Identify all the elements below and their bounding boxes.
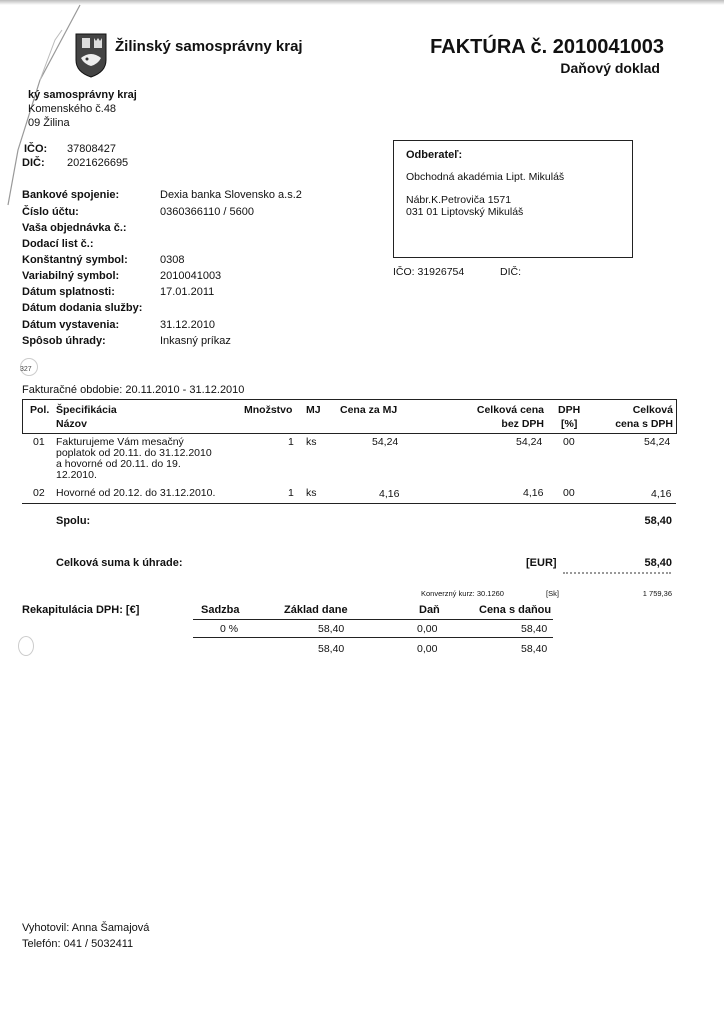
row-unit: ks [306,487,317,499]
detail-value: 2010041003 [160,270,222,282]
row-desc-line: poplatok od 20.11. do 31.12.2010 [56,447,212,459]
tax-document-label: Daňový doklad [560,60,660,76]
detail-label: Dodací list č.: [22,238,94,250]
recap-total-border [193,637,553,638]
organization-name: Žilinský samosprávny kraj [115,38,303,55]
row-price: 54,24 [372,436,399,448]
recap-total-tax: 0,00 [417,643,438,655]
detail-label: Spôsob úhrady: [22,335,106,347]
recap-header-gross: Cena s daňou [479,604,552,616]
total-currency: [EUR] [526,557,557,569]
row-qty: 1 [288,436,294,448]
stamp-number: 327 [20,366,32,373]
row-desc-line: a hovorné od 20.11. do 19. [56,458,181,470]
scan-top-edge [0,0,724,5]
detail-label: Vaša objednávka č.: [22,222,127,234]
col-header-vat2: [%] [561,418,578,430]
sum-value: 58,40 [644,515,672,527]
buyer-name: Obchodná akadémia Lipt. Mikuláš [406,171,565,183]
col-header-spec: Špecifikácia [56,404,117,416]
recap-header-base: Základ dane [284,604,348,616]
detail-label: Dátum vystavenia: [22,319,120,331]
recap-tax: 0,00 [417,623,438,635]
total-value: 58,40 [644,557,672,569]
col-header-pol: Pol. [30,404,50,416]
supplier-dic: 2021626695 [67,157,129,169]
recap-gross: 58,40 [521,623,548,635]
table-left-border [22,399,23,434]
row-desc-line: 12.2010. [56,469,97,481]
buyer-ico: IČO: 31926754 [393,266,465,278]
row-pol: 02 [33,487,45,499]
detail-label: Variabilný symbol: [22,270,120,282]
recap-header-tax: Daň [419,604,440,616]
col-header-gross1: Celková [632,404,673,416]
recap-header-rate: Sadzba [201,604,240,616]
conversion-value: 1 759,36 [642,589,672,598]
conversion-rate: Konverzný kurz: 30.1260 [421,589,504,598]
row-pol: 01 [33,436,45,448]
row-vat: 00 [563,436,575,448]
detail-value: 0308 [160,254,185,266]
row-desc-line: Fakturujeme Vám mesačný [56,436,184,448]
detail-label: Dátum dodania služby: [22,302,143,314]
row-qty: 1 [288,487,294,499]
supplier-name: ký samosprávny kraj [28,89,137,101]
col-header-gross2: cena s DPH [615,418,673,430]
buyer-city: 031 01 Liptovský Mikuláš [406,206,524,218]
total-label: Celková suma k úhrade: [56,557,183,569]
supplier-ico-label: IČO: [24,143,48,155]
recap-rate: 0 % [220,623,239,635]
recap-base: 58,40 [318,623,345,635]
table-top-border [22,399,676,400]
row-vat: 00 [563,487,575,499]
detail-label: Dátum splatnosti: [22,286,115,298]
sum-label: Spolu: [56,515,91,527]
vat-recap-label: Rekapitulácia DPH: [€] [22,604,140,616]
billing-period: Fakturačné obdobie: 20.11.2010 - 31.12.2010 [22,384,245,396]
col-header-net2: bez DPH [501,418,544,430]
supplier-city: 09 Žilina [28,117,70,129]
col-header-qty: Množstvo [244,404,293,416]
supplier-ico: 37808427 [67,143,116,155]
recap-total-base: 58,40 [318,643,345,655]
col-header-unit: MJ [306,404,321,416]
row-gross: 54,24 [644,436,671,448]
buyer-label: Odberateľ: [406,149,463,161]
detail-value: Dexia banka Slovensko a.s.2 [160,189,302,201]
invoice-title: FAKTÚRA č. 2010041003 [430,36,664,58]
row-gross: 4,16 [651,488,672,500]
detail-label: Číslo účtu: [22,206,79,218]
recap-total-gross: 58,40 [521,643,548,655]
row-price: 4,16 [379,488,400,500]
table-sum-border [22,503,676,504]
supplier-dic-label: DIČ: [22,157,45,169]
row-net: 4,16 [523,487,544,499]
buyer-dic: DIČ: [500,266,521,278]
phone: Telefón: 041 / 5032411 [22,938,134,950]
detail-label: Bankové spojenie: [22,189,120,201]
detail-label: Konštantný symbol: [22,254,128,266]
col-header-net1: Celková cena [476,404,544,416]
coat-of-arms-logo [74,32,108,78]
row-net: 54,24 [516,436,543,448]
detail-value: 0360366110 / 5600 [160,206,254,218]
table-right-border [676,399,677,434]
col-header-name: Názov [56,418,87,430]
detail-value: Inkasný príkaz [160,335,231,347]
dotted-underline [563,572,671,574]
col-header-vat1: DPH [558,404,581,416]
detail-value: 31.12.2010 [160,319,216,331]
issued-by: Vyhotovil: Anna Šamajová [22,922,150,934]
row-desc-line: Hovorné od 20.12. do 31.12.2010. [56,487,216,499]
buyer-street: Nábr.K.Petroviča 1571 [406,194,512,206]
col-header-price: Cena za MJ [340,404,398,416]
row-unit: ks [306,436,317,448]
table-header-border [22,433,676,434]
supplier-street: Komenského č.48 [28,103,117,115]
detail-value: 17.01.2011 [160,286,215,298]
recap-header-border [193,619,553,620]
conversion-currency: [Sk] [546,589,559,598]
punch-hole-mark [18,636,34,656]
